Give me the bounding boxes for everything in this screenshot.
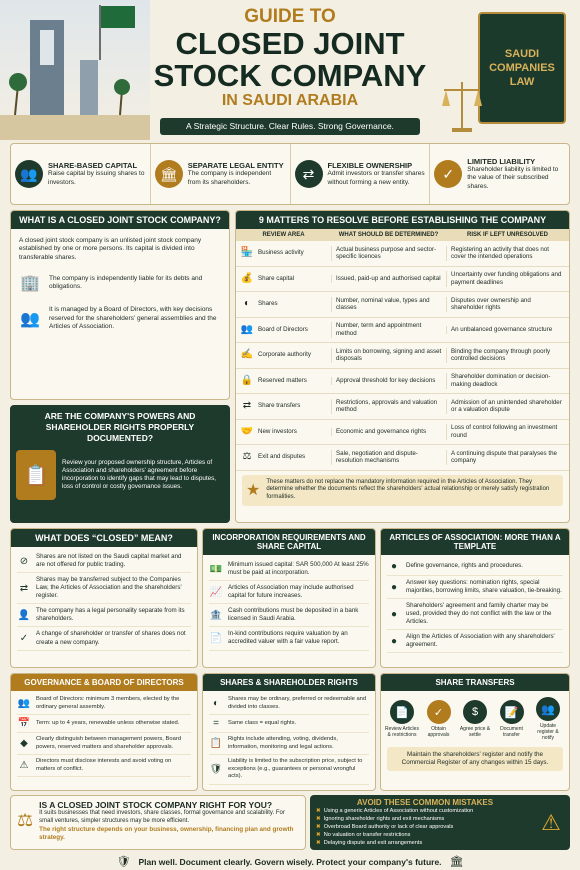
- footer: [0, 853, 580, 870]
- row-determine: Limits on borrowing, signing and asset disposals: [331, 348, 446, 364]
- what-intro: A closed joint stock company is an unlisted joint stock company established by one or more persons. Its capital is divided into transferable shares.: [19, 237, 202, 261]
- feature-share-capital: [11, 144, 150, 204]
- users-icon: 👥: [15, 160, 43, 188]
- what-is-section: [10, 210, 230, 400]
- board-group-icon: 👥: [20, 310, 40, 328]
- table-row: [236, 445, 569, 471]
- transfer-step: [422, 700, 456, 738]
- row-determine: Sale, negotiation and dispute-resolution mechanisms: [331, 450, 446, 466]
- building-icon: 🏛: [449, 856, 464, 868]
- feature-flexible-ownership: [290, 144, 430, 204]
- skyline-icon: [0, 0, 150, 140]
- list-item: [209, 604, 369, 627]
- scales-icon: [440, 78, 484, 134]
- list-item: [17, 573, 191, 604]
- list-item: [209, 581, 369, 604]
- list-item: [209, 693, 369, 715]
- item-text: Align the Articles of Association with any shareholders' agreement.: [406, 633, 555, 649]
- store-icon: 🏪: [240, 247, 254, 258]
- item-text: Answer key questions: nomination rights, special majorities, borrowing limits, share valuation, tie-breaking.: [406, 579, 562, 595]
- col-review-area: REVIEW AREA: [262, 232, 305, 238]
- shares-section: [202, 673, 376, 791]
- x-mark-icon: ✖: [316, 840, 321, 846]
- row-area: Corporate authority: [258, 351, 311, 359]
- transfer-step: [495, 700, 529, 738]
- feature-text: Raise capital by issuing shares to investors.: [48, 170, 145, 186]
- section-title: INCORPORATION REQUIREMENTS AND SHARE CAPITAL: [203, 529, 375, 555]
- feature-title: SHARE-BASED CAPITAL: [48, 161, 138, 171]
- note-text: These matters do not replace the mandatory information required in the Articles of Association. They determine whether the documents reflect the shareholders' actual relationship or merely satisfy registration formalities.: [266, 478, 550, 501]
- row-area: Share capital: [258, 274, 295, 282]
- table-row: [236, 318, 569, 344]
- list-item: [316, 815, 534, 823]
- lock-icon: 🔒: [240, 374, 254, 386]
- transfers-note: Maintain the shareholders' register and notify the Commercial Register of any changes within 15 days.: [387, 747, 563, 771]
- title-line4: IN SAUDI ARABIA: [221, 92, 359, 109]
- item-text: Minimum issued capital: SAR 500,000 At least 25% must be paid at incorporation.: [228, 561, 369, 577]
- shield-check-icon: 🛡: [116, 856, 131, 868]
- section-title: GOVERNANCE & BOARD OF DIRECTORS: [11, 674, 197, 691]
- list-item: [387, 576, 563, 599]
- list-item: [316, 823, 534, 831]
- table-row: [236, 241, 569, 267]
- row-area: Exit and disputes: [258, 453, 306, 461]
- section-title: SHARES & SHAREHOLDER RIGHTS: [203, 674, 375, 691]
- money-icon: 💵: [209, 563, 223, 575]
- x-mark-icon: ✖: [316, 808, 321, 814]
- transfer-step: [458, 700, 492, 738]
- row-determine: Issued, paid-up and authorised capital: [331, 275, 446, 283]
- section-title: ARTICLES OF ASSOCIATION: MORE THAN A TEMPLATE: [381, 529, 569, 555]
- shield-icon: ◆: [20, 738, 28, 750]
- col-risk: RISK IF LEFT UNRESOLVED: [467, 232, 548, 238]
- list-item: [17, 693, 191, 715]
- bullet-icon: ●: [390, 608, 398, 620]
- feature-limited-liability: [429, 144, 569, 204]
- powers-title: ARE THE COMPANY'S POWERS AND SHAREHOLDER RIGHTS PROPERLY DOCUMENTED?: [44, 411, 196, 443]
- dollar-icon: $: [463, 700, 487, 724]
- closed-section: [10, 528, 198, 668]
- row-risk: Uncertainty over funding obligations and payment deadlines: [446, 271, 569, 287]
- row-risk: A continuing dispute that paralyses the company: [446, 450, 569, 466]
- row-risk: Loss of control following an investment round: [446, 424, 569, 440]
- mistake-text: Ignoring shareholder rights and exit mechanisms: [323, 816, 445, 822]
- item-text: Cash contributions must be deposited in a bank licensed in Saudi Arabia.: [228, 607, 359, 623]
- mistake-text: Delaying dispute and exit arrangements: [323, 840, 423, 846]
- shield-icon: 🛡: [209, 763, 223, 775]
- coins-icon: 💰: [240, 272, 254, 284]
- list-item: [316, 839, 534, 847]
- board-icon: 👥: [240, 323, 254, 335]
- list-item: [209, 715, 369, 733]
- row-risk: Shareholder domination or decision-making deadlock: [446, 373, 569, 389]
- mistake-text: Overbroad Board authority or lack of clear approvals: [323, 824, 454, 830]
- item-text: Shares may be transferred subject to the Companies Law, the Articles of Association and the shareholders' register.: [36, 576, 182, 600]
- matters-note: [242, 475, 563, 506]
- mistake-text: Using a generic Articles of Association without customization: [323, 808, 474, 814]
- list-item: [17, 627, 191, 650]
- check-icon: ✓: [427, 700, 451, 724]
- check-shield-icon: ✓: [19, 633, 29, 644]
- list-item: [316, 831, 534, 839]
- list-item: [209, 558, 369, 581]
- item-text: Liability is limited to the subscription price, subject to exceptions (e.g., guarantees or personal wrongful acts).: [228, 758, 363, 780]
- list-item: [17, 755, 191, 777]
- list-item: [209, 733, 369, 755]
- table-row: [236, 394, 569, 420]
- item-text: The company has a legal personality separate from its shareholders.: [36, 607, 185, 623]
- section-title: SHARE TRANSFERS: [381, 674, 569, 691]
- powers-text: Review your proposed ownership structure, Articles of Association and shareholders' agreement before incorporation to identify gaps that may lead to disputes, loss of control or costly governance issues.: [62, 458, 217, 491]
- exchange-arrows-icon: ⇄: [295, 160, 323, 188]
- bullet-icon: ●: [390, 561, 398, 572]
- row-risk: Binding the company through poorly controlled decisions: [446, 348, 569, 364]
- equals-icon: =: [213, 718, 219, 730]
- tagline: A Strategic Structure. Clear Rules. Strong Governance.: [160, 118, 420, 135]
- what-point-1: The company is independently liable for its debts and obligations.: [49, 274, 203, 291]
- item-text: Term: up to 4 years, renewable unless otherwise stated.: [36, 719, 180, 726]
- footer-text: Plan well. Document clearly. Govern wisely. Protect your company's future.: [138, 856, 442, 867]
- title-line2: CLOSED JOINT: [175, 26, 405, 61]
- row-area: Business activity: [258, 249, 304, 257]
- table-row: [236, 420, 569, 446]
- matters-section: [235, 210, 570, 523]
- row-determine: Number, nominal value, types and classes: [331, 297, 446, 313]
- step-label: Agree price & settle: [459, 726, 491, 738]
- transfer-step: [531, 697, 565, 741]
- x-mark-icon: ✖: [316, 824, 321, 830]
- office-building-icon: 🏢: [20, 275, 40, 293]
- section-title: WHAT DOES “CLOSED” MEAN?: [11, 529, 197, 547]
- col-determine: WHAT SHOULD BE DETERMINED?: [338, 232, 439, 238]
- board-icon: 👥: [17, 698, 31, 710]
- gov-section: [10, 673, 198, 791]
- step-label: Review Articles & restrictions: [385, 726, 419, 738]
- transfer-step: [385, 700, 419, 738]
- item-text: Clearly distinguish between management powers, Board powers, reserved matters and shareholder approvals.: [36, 736, 182, 750]
- row-risk: Admission of an unintended shareholder or a valuation dispute: [446, 399, 569, 415]
- growth-chart-icon: 📈: [209, 586, 223, 598]
- item-text: Articles of Association may include authorised capital for future increases.: [228, 584, 354, 600]
- matters-table: [236, 241, 569, 471]
- right-for-you-section: [10, 795, 306, 850]
- pie-chart-icon: ◐: [212, 698, 220, 710]
- step-label: Obtain approvals: [427, 726, 450, 738]
- right-text: It suits businesses that need investors, share classes, formal governance and scalability. For small ventures, simpler structures may be more efficient.: [39, 810, 285, 824]
- mistakes-title: AVOID THESE COMMON MISTAKES: [356, 798, 494, 807]
- feature-text: Admit investors or transfer shares without forming a new entity.: [327, 170, 425, 186]
- gavel-icon: ⚖: [242, 451, 252, 462]
- row-area: New investors: [258, 427, 297, 435]
- scales-icon: ⚖: [17, 810, 34, 831]
- row-risk: Registering an activity that does not cover the intended operations: [446, 246, 569, 262]
- list-item: [17, 604, 191, 627]
- feature-text: The company is independent from its shareholders.: [187, 170, 272, 186]
- feature-legal-entity: [150, 144, 290, 204]
- item-text: Shareholders' agreement and family charter may be used, provided they do not conflict with the law or the Articles.: [406, 602, 552, 626]
- row-risk: Disputes over ownership and shareholder rights: [446, 297, 569, 313]
- mistake-text: No valuation or transfer restrictions: [323, 832, 411, 838]
- bank-icon: 🏦: [209, 609, 223, 621]
- register-icon: 👥: [536, 697, 560, 721]
- what-point-2: It is managed by a Board of Directors, with key decisions reserved for the shareholders' general assemblies and the Articles of Association.: [49, 306, 217, 331]
- item-text: Shares may be ordinary, preferred or redeemable and divided into classes.: [228, 696, 367, 710]
- table-row: [236, 292, 569, 318]
- item-text: Define governance, rights and procedures.: [406, 562, 523, 570]
- document-icon: 📄: [390, 700, 414, 724]
- list-item: [17, 715, 191, 733]
- title-line1: GUIDE TO: [244, 6, 336, 27]
- row-determine: Number, term and appointment method: [331, 322, 446, 338]
- row-area: Reserved matters: [258, 376, 307, 384]
- list-item: [209, 755, 369, 785]
- shield-icon: ✓: [434, 160, 462, 188]
- handshake-icon: 🤝: [240, 425, 254, 437]
- item-text: Directors must disclose interests and avoid voting on matters of conflict.: [36, 758, 172, 772]
- x-mark-icon: ✖: [316, 832, 321, 838]
- list-item: [316, 807, 534, 815]
- item-text: Board of Directors: minimum 3 members, elected by the ordinary general assembly.: [36, 696, 180, 710]
- row-area: Share transfers: [258, 402, 301, 410]
- articles-section: [380, 528, 570, 668]
- signature-icon: ✍: [240, 349, 254, 360]
- pen-icon: 📝: [500, 700, 524, 724]
- item-text: Same class = equal rights.: [228, 719, 297, 726]
- table-row: [236, 343, 569, 369]
- list-item: [387, 558, 563, 576]
- step-label: Update register & notify: [537, 723, 559, 741]
- transfer-icon: ⇄: [242, 400, 252, 411]
- mistakes-section: [310, 795, 570, 850]
- list-item: [387, 599, 563, 630]
- list-item: [17, 550, 191, 573]
- matters-table-header: [236, 229, 569, 241]
- row-area: Shares: [258, 300, 278, 308]
- star-icon: ★: [246, 482, 261, 500]
- x-mark-icon: ✖: [316, 816, 321, 822]
- right-highlight: The right structure depends on your business, ownership, financing plan and growth strategy.: [39, 825, 294, 841]
- list-item: [17, 733, 191, 755]
- person-icon: 👤: [17, 609, 31, 621]
- document-icon: 📄: [209, 632, 223, 644]
- bullet-icon: ●: [390, 581, 398, 593]
- transfer-icon: ⇄: [19, 582, 29, 594]
- list-item: [209, 627, 369, 650]
- clipboard-search-icon: 📋: [16, 450, 56, 500]
- no-entry-icon: ⊘: [19, 555, 29, 567]
- powers-section: [10, 405, 230, 523]
- building-icon: 🏛: [155, 160, 183, 188]
- features-bar: [10, 143, 570, 205]
- incorp-section: [202, 528, 376, 668]
- item-text: Shares are not listed on the Saudi capital market and are not offered for public trading.: [36, 553, 182, 569]
- item-text: A change of shareholder or transfer of shares does not create a new company.: [36, 630, 186, 646]
- feature-title: SEPARATE LEGAL ENTITY: [187, 161, 284, 171]
- item-text: In-kind contributions require valuation by an accredited valuer with a fair value report.: [228, 630, 348, 646]
- title-line3: STOCK COMPANY: [153, 58, 427, 93]
- book-title: SAUDI COMPANIES LAW: [489, 48, 555, 88]
- warning-icon: ⚠: [541, 809, 561, 835]
- companies-law-book: [478, 12, 566, 124]
- row-determine: Restrictions, approvals and valuation method: [331, 399, 446, 415]
- row-risk: An unbalanced governance structure: [446, 326, 569, 334]
- feature-text: Shareholder liability is limited to the value of their subscribed shares.: [467, 165, 559, 190]
- transfers-section: [380, 673, 570, 791]
- feature-title: LIMITED LIABILITY: [467, 156, 536, 166]
- section-title: 9 MATTERS TO RESOLVE BEFORE ESTABLISHING THE COMPANY: [236, 211, 569, 229]
- table-row: [236, 267, 569, 293]
- step-label: Document transfer: [500, 726, 523, 738]
- row-determine: Approval threshold for key decisions: [331, 377, 446, 385]
- header-illustration-left: [0, 0, 150, 140]
- row-determine: Economic and governance rights: [331, 428, 446, 436]
- pie-chart-icon: ◐: [243, 298, 251, 309]
- item-text: Rights include attending, voting, dividends, information, monitoring and legal actions.: [228, 736, 338, 750]
- section-title: WHAT IS A CLOSED JOINT STOCK COMPANY?: [11, 211, 229, 229]
- bullet-icon: ●: [390, 635, 398, 647]
- table-row: [236, 369, 569, 395]
- alert-icon: ⚠: [19, 760, 29, 772]
- transfer-steps: [381, 691, 569, 743]
- rights-list-icon: 📋: [209, 738, 223, 750]
- list-item: [387, 630, 563, 653]
- row-area: Board of Directors: [258, 325, 308, 333]
- calendar-icon: 📅: [17, 718, 31, 730]
- feature-title: FLEXIBLE OWNERSHIP: [327, 161, 413, 171]
- row-determine: Actual business purpose and sector-specific licences: [331, 246, 446, 262]
- right-title: IS A CLOSED JOINT STOCK COMPANY RIGHT FOR YOU?: [39, 800, 273, 810]
